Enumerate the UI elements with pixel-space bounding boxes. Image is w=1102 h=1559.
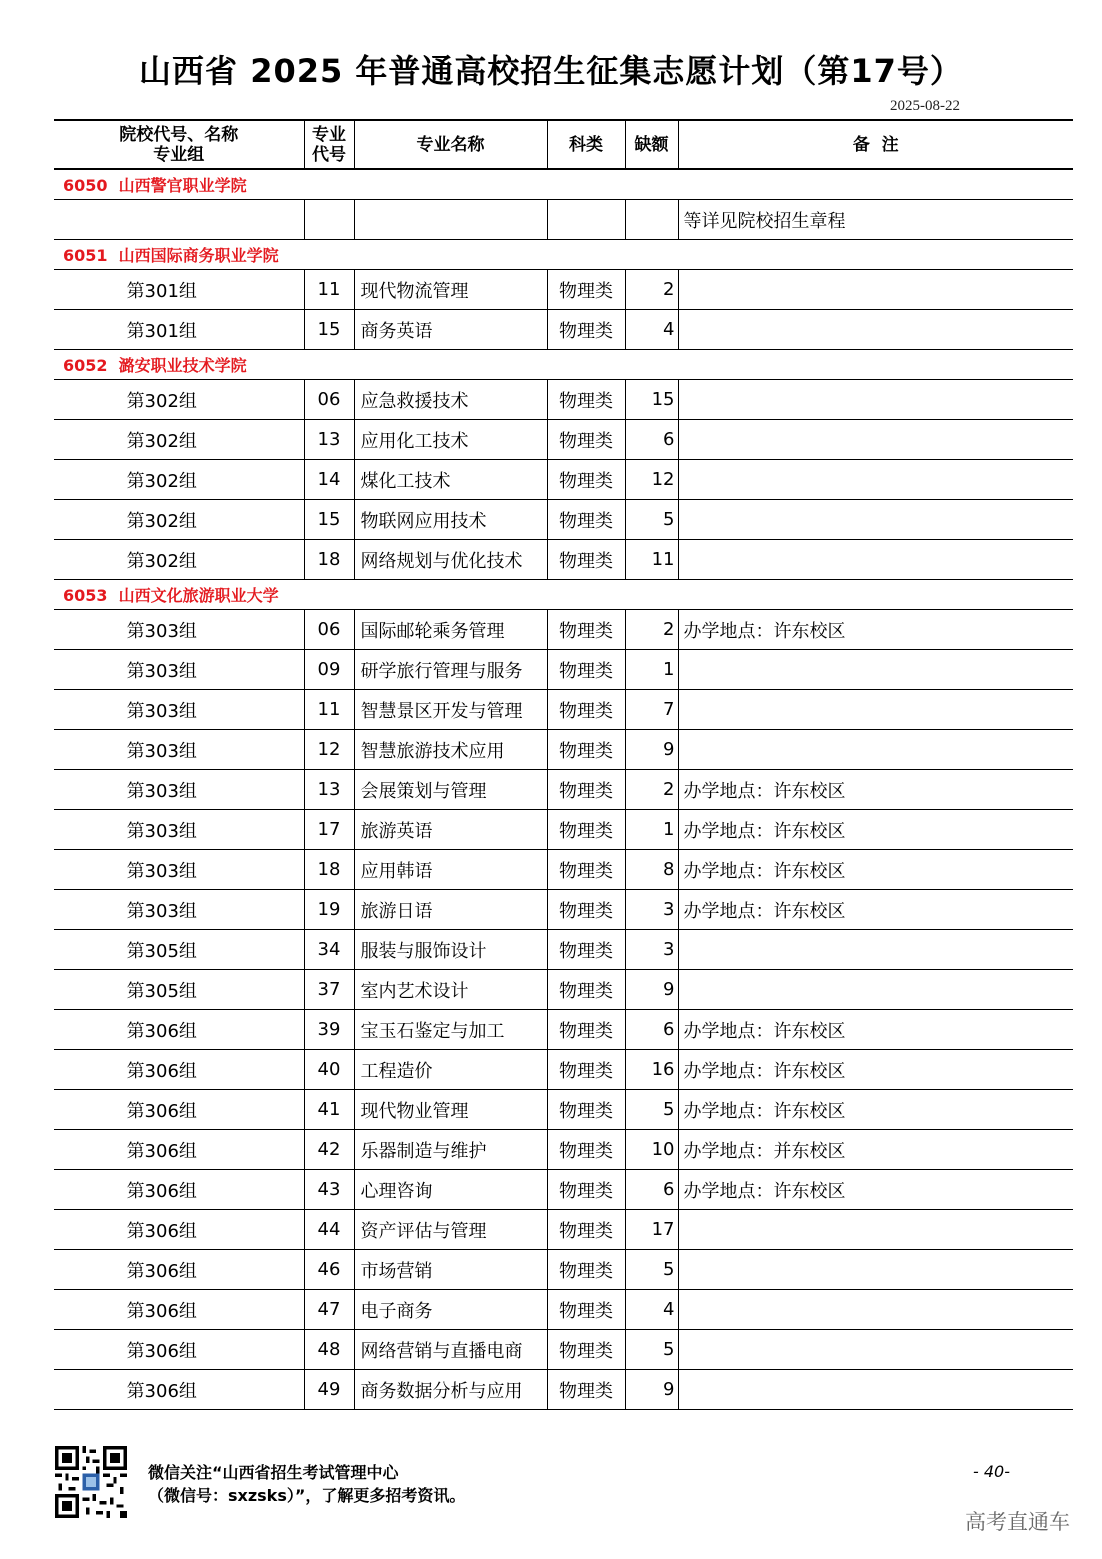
major-name-cell: 乐器制造与维护: [354, 1130, 547, 1170]
major-name-cell: 服装与服饰设计: [354, 930, 547, 970]
major-code-cell: 09: [304, 650, 354, 690]
vacancy-cell: 1: [625, 810, 678, 850]
major-code-cell: 13: [304, 420, 354, 460]
category-cell: 物理类: [547, 460, 625, 500]
table-row: [54, 1090, 1073, 1130]
group-cell: 第302组: [54, 380, 304, 420]
header-school-line1: 院校代号、名称: [119, 124, 239, 145]
major-name-cell: 应用韩语: [354, 850, 547, 890]
school-name: 6053 山西文化旅游职业大学: [54, 580, 1073, 610]
major-name-cell: 商务数据分析与应用: [354, 1370, 547, 1410]
group-cell: 第306组: [54, 1050, 304, 1090]
major-code-cell: 11: [304, 270, 354, 310]
category-cell: [547, 200, 625, 240]
major-name-cell: 会展策划与管理: [354, 770, 547, 810]
major-code-cell: 12: [304, 730, 354, 770]
category-cell: 物理类: [547, 730, 625, 770]
major-name-cell: 商务英语: [354, 310, 547, 350]
note-cell: [678, 1370, 1073, 1410]
major-name-cell: 研学旅行管理与服务: [354, 650, 547, 690]
major-name-cell: 旅游日语: [354, 890, 547, 930]
vacancy-cell: 2: [625, 770, 678, 810]
major-name-cell: 煤化工技术: [354, 460, 547, 500]
vacancy-cell: 16: [625, 1050, 678, 1090]
group-cell: 第306组: [54, 1290, 304, 1330]
major-code-cell: 18: [304, 540, 354, 580]
major-name-cell: 市场营销: [354, 1250, 547, 1290]
major-name-cell: 网络规划与优化技术: [354, 540, 547, 580]
school-section-row: [54, 580, 1073, 610]
table-header-row: [54, 120, 1073, 169]
major-name-cell: 旅游英语: [354, 810, 547, 850]
category-cell: 物理类: [547, 380, 625, 420]
group-cell: 第303组: [54, 690, 304, 730]
enrollment-table: [54, 119, 1073, 1410]
category-cell: 物理类: [547, 270, 625, 310]
table-body: [54, 169, 1073, 1410]
table-row: [54, 1010, 1073, 1050]
major-name-cell: 现代物业管理: [354, 1090, 547, 1130]
table-row: [54, 540, 1073, 580]
major-code-cell: 06: [304, 610, 354, 650]
note-cell: [678, 1250, 1073, 1290]
table-row: [54, 500, 1073, 540]
header-major: 专业名称: [354, 120, 547, 169]
table-row: [54, 1250, 1073, 1290]
note-cell: 办学地点：许东校区: [678, 1050, 1073, 1090]
table-row: [54, 690, 1073, 730]
header-code-line1: 专业: [312, 124, 346, 145]
table-row: [54, 310, 1073, 350]
table-row: [54, 1130, 1073, 1170]
header-code-line2: 代号: [312, 144, 346, 165]
vacancy-cell: 11: [625, 540, 678, 580]
major-name-cell: [354, 200, 547, 240]
category-cell: 物理类: [547, 890, 625, 930]
note-cell: [678, 270, 1073, 310]
note-cell: [678, 1210, 1073, 1250]
table-row: [54, 270, 1073, 310]
vacancy-cell: 3: [625, 890, 678, 930]
note-cell: [678, 1290, 1073, 1330]
category-cell: 物理类: [547, 1170, 625, 1210]
table-row: [54, 930, 1073, 970]
group-cell: 第306组: [54, 1370, 304, 1410]
group-cell: 第306组: [54, 1330, 304, 1370]
vacancy-cell: 8: [625, 850, 678, 890]
watermark: 高考直通车: [965, 1510, 1070, 1534]
major-name-cell: 现代物流管理: [354, 270, 547, 310]
major-code-cell: 39: [304, 1010, 354, 1050]
group-cell: 第302组: [54, 500, 304, 540]
category-cell: 物理类: [547, 850, 625, 890]
header-school: [54, 120, 304, 169]
note-cell: [678, 690, 1073, 730]
header-code: [304, 120, 354, 169]
header-school-line2: 专业组: [153, 144, 205, 165]
school-section-row: [54, 350, 1073, 380]
vacancy-cell: 6: [625, 1010, 678, 1050]
vacancy-cell: 2: [625, 610, 678, 650]
major-name-cell: 室内艺术设计: [354, 970, 547, 1010]
table-row: [54, 380, 1073, 420]
category-cell: 物理类: [547, 770, 625, 810]
major-code-cell: 48: [304, 1330, 354, 1370]
major-code-cell: 46: [304, 1250, 354, 1290]
table-row: [54, 730, 1073, 770]
note-cell: [678, 540, 1073, 580]
category-cell: 物理类: [547, 810, 625, 850]
note-cell: 办学地点：并东校区: [678, 1130, 1073, 1170]
note-cell: 办学地点：许东校区: [678, 850, 1073, 890]
group-cell: 第306组: [54, 1250, 304, 1290]
category-cell: 物理类: [547, 1250, 625, 1290]
table-row: [54, 770, 1073, 810]
table-row: [54, 1330, 1073, 1370]
major-code-cell: 13: [304, 770, 354, 810]
vacancy-cell: 9: [625, 970, 678, 1010]
school-name: 6051 山西国际商务职业学院: [54, 240, 1073, 270]
group-cell: 第303组: [54, 730, 304, 770]
category-cell: 物理类: [547, 1210, 625, 1250]
major-code-cell: 34: [304, 930, 354, 970]
category-cell: 物理类: [547, 690, 625, 730]
vacancy-cell: 6: [625, 1170, 678, 1210]
group-cell: [54, 200, 304, 240]
note-cell: 办学地点：许东校区: [678, 770, 1073, 810]
category-cell: 物理类: [547, 420, 625, 460]
vacancy-cell: 2: [625, 270, 678, 310]
vacancy-cell: 9: [625, 730, 678, 770]
group-cell: 第301组: [54, 310, 304, 350]
group-cell: 第306组: [54, 1130, 304, 1170]
category-cell: 物理类: [547, 650, 625, 690]
vacancy-cell: [625, 200, 678, 240]
note-cell: [678, 310, 1073, 350]
note-cell: 办学地点：许东校区: [678, 1010, 1073, 1050]
note-cell: [678, 930, 1073, 970]
major-name-cell: 国际邮轮乘务管理: [354, 610, 547, 650]
header-category: 科类: [547, 120, 625, 169]
table-row: [54, 200, 1073, 240]
table-row: [54, 970, 1073, 1010]
vacancy-cell: 4: [625, 1290, 678, 1330]
group-cell: 第302组: [54, 460, 304, 500]
qr-code-icon: [55, 1446, 127, 1518]
group-cell: 第305组: [54, 930, 304, 970]
major-name-cell: 物联网应用技术: [354, 500, 547, 540]
major-name-cell: 电子商务: [354, 1290, 547, 1330]
group-cell: 第305组: [54, 970, 304, 1010]
note-cell: [678, 420, 1073, 460]
header-notes: 备 注: [678, 120, 1073, 169]
group-cell: 第306组: [54, 1090, 304, 1130]
major-code-cell: 15: [304, 310, 354, 350]
category-cell: 物理类: [547, 930, 625, 970]
vacancy-cell: 17: [625, 1210, 678, 1250]
group-cell: 第303组: [54, 810, 304, 850]
school-name: 6050 山西警官职业学院: [54, 169, 1073, 200]
group-cell: 第303组: [54, 650, 304, 690]
major-code-cell: 19: [304, 890, 354, 930]
note-cell: [678, 730, 1073, 770]
note-cell: 办学地点：许东校区: [678, 1170, 1073, 1210]
major-code-cell: 47: [304, 1290, 354, 1330]
header-vacancy: 缺额: [625, 120, 678, 169]
note-cell: 等详见院校招生章程: [678, 200, 1073, 240]
major-name-cell: 工程造价: [354, 1050, 547, 1090]
note-cell: [678, 460, 1073, 500]
note-cell: [678, 650, 1073, 690]
vacancy-cell: 10: [625, 1130, 678, 1170]
major-name-cell: 宝玉石鉴定与加工: [354, 1010, 547, 1050]
school-name: 6052 潞安职业技术学院: [54, 350, 1073, 380]
note-cell: 办学地点：许东校区: [678, 890, 1073, 930]
category-cell: 物理类: [547, 1370, 625, 1410]
note-cell: 办学地点：许东校区: [678, 1090, 1073, 1130]
vacancy-cell: 1: [625, 650, 678, 690]
major-name-cell: 应用化工技术: [354, 420, 547, 460]
table-row: [54, 1210, 1073, 1250]
vacancy-cell: 9: [625, 1370, 678, 1410]
category-cell: 物理类: [547, 1050, 625, 1090]
group-cell: 第303组: [54, 850, 304, 890]
category-cell: 物理类: [547, 1130, 625, 1170]
group-cell: 第301组: [54, 270, 304, 310]
major-name-cell: 心理咨询: [354, 1170, 547, 1210]
category-cell: 物理类: [547, 1010, 625, 1050]
table-row: [54, 650, 1073, 690]
table-row: [54, 610, 1073, 650]
publish-date: 2025-08-22: [890, 98, 960, 114]
major-code-cell: 14: [304, 460, 354, 500]
major-name-cell: 资产评估与管理: [354, 1210, 547, 1250]
table-row: [54, 420, 1073, 460]
major-code-cell: 44: [304, 1210, 354, 1250]
table-row: [54, 810, 1073, 850]
table-row: [54, 1170, 1073, 1210]
major-code-cell: 43: [304, 1170, 354, 1210]
table-row: [54, 890, 1073, 930]
major-name-cell: 智慧景区开发与管理: [354, 690, 547, 730]
school-section-row: [54, 240, 1073, 270]
group-cell: 第303组: [54, 770, 304, 810]
group-cell: 第303组: [54, 890, 304, 930]
group-cell: 第306组: [54, 1210, 304, 1250]
major-code-cell: 42: [304, 1130, 354, 1170]
note-cell: 办学地点：许东校区: [678, 610, 1073, 650]
category-cell: 物理类: [547, 970, 625, 1010]
group-cell: 第306组: [54, 1170, 304, 1210]
major-code-cell: 37: [304, 970, 354, 1010]
vacancy-cell: 12: [625, 460, 678, 500]
major-name-cell: 网络营销与直播电商: [354, 1330, 547, 1370]
category-cell: 物理类: [547, 500, 625, 540]
page-number: - 40-: [973, 1462, 1010, 1481]
vacancy-cell: 3: [625, 930, 678, 970]
note-cell: [678, 1330, 1073, 1370]
vacancy-cell: 15: [625, 380, 678, 420]
major-code-cell: 40: [304, 1050, 354, 1090]
major-code-cell: 41: [304, 1090, 354, 1130]
major-code-cell: 17: [304, 810, 354, 850]
major-code-cell: 18: [304, 850, 354, 890]
category-cell: 物理类: [547, 310, 625, 350]
vacancy-cell: 5: [625, 1090, 678, 1130]
group-cell: 第302组: [54, 540, 304, 580]
major-code-cell: 49: [304, 1370, 354, 1410]
category-cell: 物理类: [547, 610, 625, 650]
category-cell: 物理类: [547, 1290, 625, 1330]
vacancy-cell: 5: [625, 1330, 678, 1370]
footer-note-line2: （微信号：sxzsks）”，了解更多招考资讯。: [148, 1486, 466, 1505]
table-row: [54, 1050, 1073, 1090]
category-cell: 物理类: [547, 540, 625, 580]
group-cell: 第303组: [54, 610, 304, 650]
vacancy-cell: 4: [625, 310, 678, 350]
vacancy-cell: 6: [625, 420, 678, 460]
page-title: 山西省 2025 年普通高校招生征集志愿计划（第17号）: [139, 52, 963, 90]
major-code-cell: 11: [304, 690, 354, 730]
school-section-row: [54, 169, 1073, 200]
major-code-cell: 06: [304, 380, 354, 420]
footer-note: [148, 1461, 465, 1507]
vacancy-cell: 7: [625, 690, 678, 730]
vacancy-cell: 5: [625, 500, 678, 540]
table-row: [54, 850, 1073, 890]
major-code-cell: 15: [304, 500, 354, 540]
table-row: [54, 1290, 1073, 1330]
group-cell: 第302组: [54, 420, 304, 460]
footer-note-line1: 微信关注“山西省招生考试管理中心: [148, 1463, 399, 1482]
major-code-cell: [304, 200, 354, 240]
category-cell: 物理类: [547, 1090, 625, 1130]
table-row: [54, 1370, 1073, 1410]
major-name-cell: 智慧旅游技术应用: [354, 730, 547, 770]
note-cell: [678, 380, 1073, 420]
note-cell: [678, 500, 1073, 540]
category-cell: 物理类: [547, 1330, 625, 1370]
major-name-cell: 应急救援技术: [354, 380, 547, 420]
note-cell: [678, 970, 1073, 1010]
vacancy-cell: 5: [625, 1250, 678, 1290]
note-cell: 办学地点：许东校区: [678, 810, 1073, 850]
table-row: [54, 460, 1073, 500]
group-cell: 第306组: [54, 1010, 304, 1050]
